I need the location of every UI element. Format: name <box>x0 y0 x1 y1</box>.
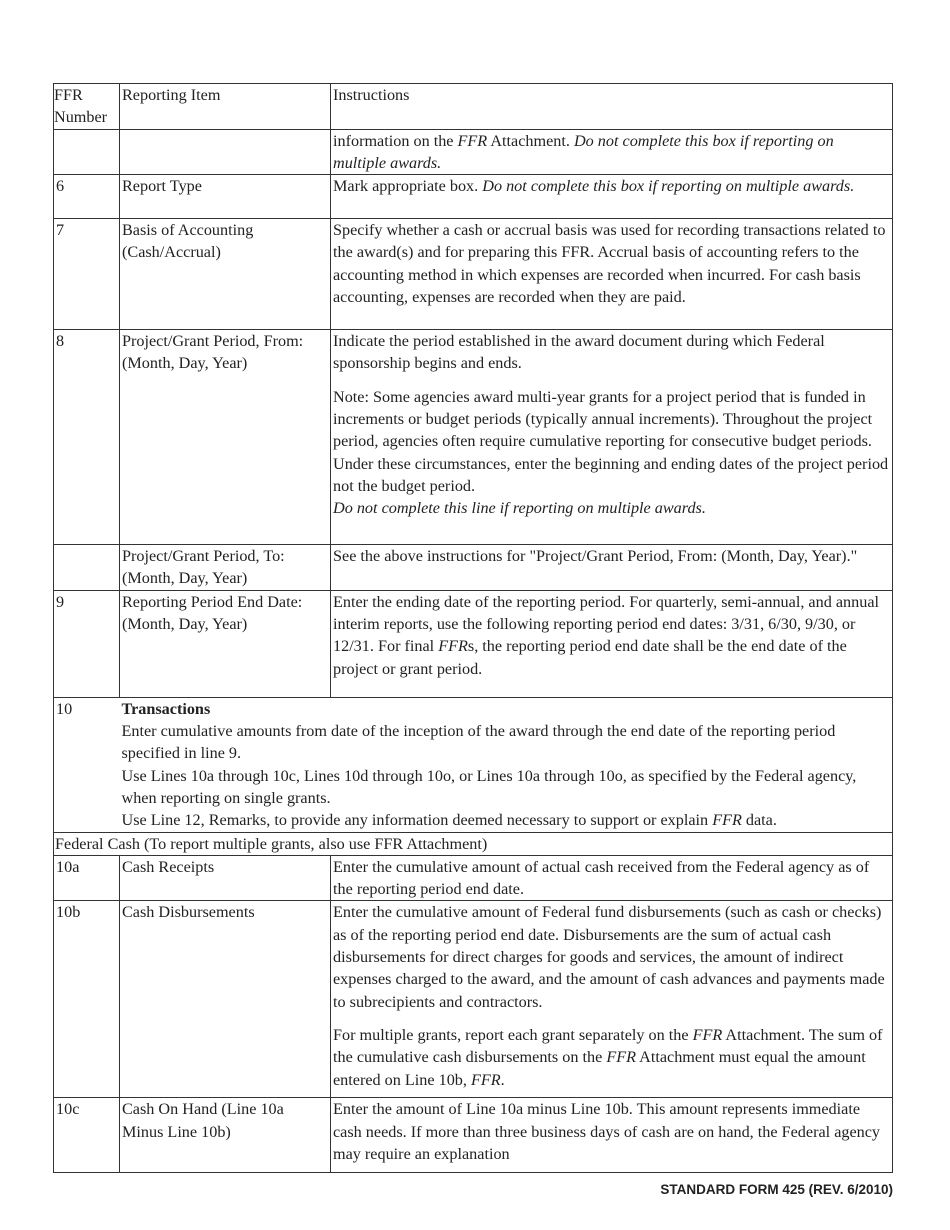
row-instructions <box>331 175 893 219</box>
table-row-8-to <box>54 545 893 591</box>
r10b-p2c: Attachment. The sum of the cumulative cash disbursements on the <box>333 1025 883 1067</box>
table-row-10b <box>54 901 893 1098</box>
ffr-instructions-table <box>53 83 893 1173</box>
table-row-9 <box>54 590 893 697</box>
r10b-para-2 <box>333 1024 890 1091</box>
row-instructions: See the above instructions for "Project/Grant Period, From: (Month, Day, Year)." <box>331 545 893 591</box>
r10b-para-1: Enter the cumulative amount of Federal fund disbursements (such as cash or checks) as of the reporting period end date. Disbursements are the sum of actual cash disbursements for direct charges for goods and services, the amount of indirect expenses charged to the award, and the amount of cash advances and payments made to subrecipients and contractors. <box>333 903 885 1011</box>
row-item: Reporting Period End Date: (Month, Day, Year) <box>120 590 331 697</box>
cont-note: Do not complete this box if reporting on multiple awards. <box>333 131 834 172</box>
row-instructions <box>331 330 893 545</box>
transactions-line-3c: data. <box>741 811 777 830</box>
cont-text-1: information on the <box>333 131 458 150</box>
r8-note: Do not complete this line if reporting on multiple awards. <box>333 499 706 518</box>
row-item: Cash On Hand (Line 10a Minus Line 10b) <box>120 1098 331 1173</box>
cont-ffr: FFR <box>457 131 488 150</box>
table-row-continuation <box>54 129 893 175</box>
transactions-ffr: FFR <box>712 811 742 830</box>
r10b-ffr-1: FFR <box>692 1025 723 1044</box>
table-row-7 <box>54 219 893 330</box>
row-number: 6 <box>54 175 120 219</box>
header-ffr-number-line1: FFR <box>54 86 83 104</box>
table-header-row <box>54 84 893 130</box>
row-instructions <box>331 129 893 175</box>
r8-para-2: Note: Some agencies award multi-year grants for a project period that is funded in increments or budget periods (typically annual increments). Throughout the project period, agencies often require cumulative reporting for consecutive budget periods. Under these circumstances, enter the beginning and ending dates of the project period not the budget period. <box>333 387 889 495</box>
spacer <box>333 375 890 386</box>
r6-note: Do not complete this box if reporting on multiple awards. <box>482 177 855 196</box>
r6-text: Mark appropriate box. <box>333 177 483 196</box>
row-number: 8 <box>54 330 120 545</box>
header-ffr-number-line2: Number <box>54 108 108 127</box>
r8-para-1: Indicate the period established in the award document during which Federal sponsorship begins and ends. <box>333 332 825 373</box>
row-instructions <box>331 901 893 1098</box>
row-item: Cash Disbursements <box>120 901 331 1098</box>
row-number <box>54 545 120 591</box>
r10b-ffr-2: FFR <box>606 1048 636 1067</box>
row-number: 10b <box>54 901 120 1098</box>
row-item <box>120 129 331 175</box>
table-row-6 <box>54 175 893 219</box>
transactions-line-2: Use Lines 10a through 10c, Lines 10d through 10o, or Lines 10a through 10o, as specified by the Federal agency, when reporting on single grants. <box>121 766 857 807</box>
row-number: 7 <box>54 219 120 330</box>
row-number: 10a <box>54 855 120 901</box>
row-item: Project/Grant Period, To: (Month, Day, Year) <box>120 545 331 591</box>
table-row-10c <box>54 1098 893 1173</box>
row-item: Project/Grant Period, From: (Month, Day, Year) <box>120 330 331 545</box>
row-number: 10 <box>54 697 120 832</box>
r10b-p2e: Attachment must equal the amount entered on Line 10b, <box>333 1048 866 1089</box>
row-item: Basis of Accounting (Cash/Accrual) <box>120 219 331 330</box>
r9-ffr: FFR <box>438 637 468 656</box>
row-instructions: Enter the cumulative amount of actual cash received from the Federal agency as of the reporting period end date. <box>331 855 893 901</box>
transactions-line-3a: Use Line 12, Remarks, to provide any information deemed necessary to support or explain <box>121 811 713 830</box>
section-header-row <box>54 832 893 855</box>
row-instructions: Enter the amount of Line 10a minus Line 10b. This amount represents immediate cash needs. If more than three business days of cash are on hand, the Federal agency may require an explanation <box>331 1098 893 1173</box>
spacer <box>333 1013 890 1024</box>
form-footer: STANDARD FORM 425 (REV. 6/2010) <box>660 1182 893 1197</box>
row-number <box>54 129 120 175</box>
table-row-10 <box>54 697 893 832</box>
transactions-line-1: Enter cumulative amounts from date of the inception of the award through the end date of the reporting period specified in line 9. <box>121 722 836 763</box>
r9-text-3: s, the reporting period end date shall be the end date of the project or grant period. <box>333 637 847 678</box>
header-instructions: Instructions <box>331 84 893 130</box>
row-item: Report Type <box>120 175 331 219</box>
header-reporting-item: Reporting Item <box>120 84 331 130</box>
cont-text-3: Attachment. <box>487 131 574 150</box>
section-federal-cash: Federal Cash (To report multiple grants, also use FFR Attachment) <box>54 832 893 855</box>
transactions-title: Transactions <box>121 699 211 718</box>
row-number: 10c <box>54 1098 120 1173</box>
transactions-line-3 <box>122 809 891 831</box>
table-row-8 <box>54 330 893 545</box>
table-row-10a <box>54 855 893 901</box>
r10b-p2g: . <box>500 1070 505 1089</box>
row-instructions <box>331 590 893 697</box>
row-instructions: Specify whether a cash or accrual basis was used for recording transactions related to the award(s) and for preparing this FFR. Accrual basis of accounting refers to the accounting method in which expenses are recorded when incurred. For cash basis accounting, expenses are recorded when they are paid. <box>331 219 893 330</box>
row-transactions <box>120 697 893 832</box>
header-ffr-number <box>54 84 120 130</box>
row-number: 9 <box>54 590 120 697</box>
r10b-p2a: For multiple grants, report each grant separately on the <box>333 1025 693 1044</box>
row-item: Cash Receipts <box>120 855 331 901</box>
r10b-ffr-3: FFR <box>471 1070 501 1089</box>
r9-text-1: Enter the ending date of the reporting period. For quarterly, semi-annual, and annual interim reports, use the following reporting period end dates: 3/31, 6/30, 9/30, or 12/31. For final <box>333 592 879 656</box>
